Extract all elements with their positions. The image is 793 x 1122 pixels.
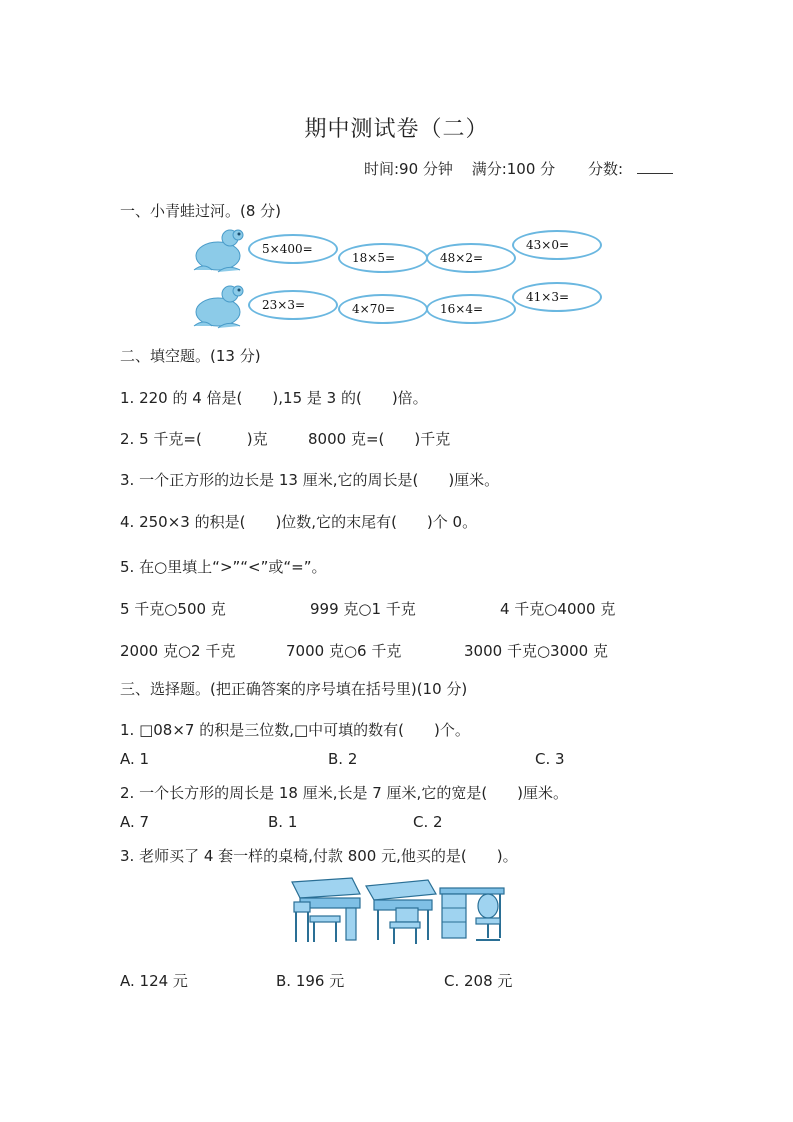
pad-expression: 48×2= xyxy=(440,251,484,265)
choice-option: A. 124 元 xyxy=(120,972,188,990)
fill-question-1: 1. 220 的 4 倍是( ),15 是 3 的( )倍。 xyxy=(120,389,428,407)
pad-expression: 23×3= xyxy=(262,298,306,312)
section1-heading: 一、小青蛙过河。(8 分) xyxy=(120,202,282,220)
section3-heading: 三、选择题。(把正确答案的序号填在括号里)(10 分) xyxy=(120,680,468,698)
lily-pad xyxy=(338,294,428,324)
lily-pad xyxy=(248,290,338,320)
desk-chair-icon xyxy=(292,878,360,942)
choice-option: A. 1 xyxy=(120,750,150,768)
fill-question-2b: 8000 克=( )千克 xyxy=(308,430,451,448)
compare-item: 7000 克○6 千克 xyxy=(286,642,402,660)
pad-expression: 5×400= xyxy=(262,242,313,256)
choice-option: B. 1 xyxy=(268,813,298,831)
desk-chair-icon xyxy=(366,880,436,944)
pad-expression: 4×70= xyxy=(352,302,396,316)
choice-option: A. 7 xyxy=(120,813,150,831)
fill-question-3: 3. 一个正方形的边长是 13 厘米,它的周长是( )厘米。 xyxy=(120,471,500,489)
compare-item: 5 千克○500 克 xyxy=(120,600,226,618)
choice-option: C. 2 xyxy=(413,813,443,831)
lily-pad xyxy=(338,243,428,273)
compare-item: 3000 千克○3000 克 xyxy=(464,642,608,660)
choice-question-1: 1. □08×7 的积是三位数,□中可填的数有( )个。 xyxy=(120,721,470,739)
pad-expression: 16×4= xyxy=(440,302,484,316)
pad-expression: 43×0= xyxy=(526,238,570,252)
fill-question-2a: 2. 5 千克=( )克 xyxy=(120,430,268,448)
compare-item: 4 千克○4000 克 xyxy=(500,600,616,618)
lily-pad xyxy=(512,282,602,312)
page-title: 期中测试卷（二） xyxy=(304,117,489,142)
lily-pad xyxy=(248,234,338,264)
section2-heading: 二、填空题。(13 分) xyxy=(120,347,261,365)
pad-expression: 18×5= xyxy=(352,251,396,265)
time-label: 时间:90 分钟 xyxy=(364,160,453,178)
lily-pad xyxy=(512,230,602,260)
choice-question-2: 2. 一个长方形的周长是 18 厘米,长是 7 厘米,它的宽是( )厘米。 xyxy=(120,784,569,802)
full-score-label: 满分:100 分 xyxy=(471,160,556,178)
lily-pad xyxy=(426,294,516,324)
choice-option: B. 196 元 xyxy=(276,972,345,990)
compare-item: 999 克○1 千克 xyxy=(310,600,416,618)
desk-chair-icon xyxy=(440,888,504,940)
frog-icon xyxy=(190,226,246,276)
frog-crossing-figure xyxy=(190,226,610,336)
choice-question-3: 3. 老师买了 4 套一样的桌椅,付款 800 元,他买的是( )。 xyxy=(120,847,518,865)
fill-question-5: 5. 在○里填上“>”“<”或“=”。 xyxy=(120,558,327,576)
score-blank[interactable] xyxy=(637,159,673,174)
score-field xyxy=(574,160,673,178)
fill-question-4: 4. 250×3 的积是( )位数,它的末尾有( )个 0。 xyxy=(120,513,478,531)
choice-option: B. 2 xyxy=(328,750,358,768)
lily-pad xyxy=(426,243,516,273)
frog-icon xyxy=(190,282,246,332)
choice-option: C. 3 xyxy=(535,750,565,768)
desk-chair-figure xyxy=(288,872,512,946)
compare-item: 2000 克○2 千克 xyxy=(120,642,236,660)
pad-expression: 41×3= xyxy=(526,290,570,304)
score-label: 分数: xyxy=(587,160,623,178)
exam-meta xyxy=(350,158,673,179)
choice-option: C. 208 元 xyxy=(444,972,513,990)
